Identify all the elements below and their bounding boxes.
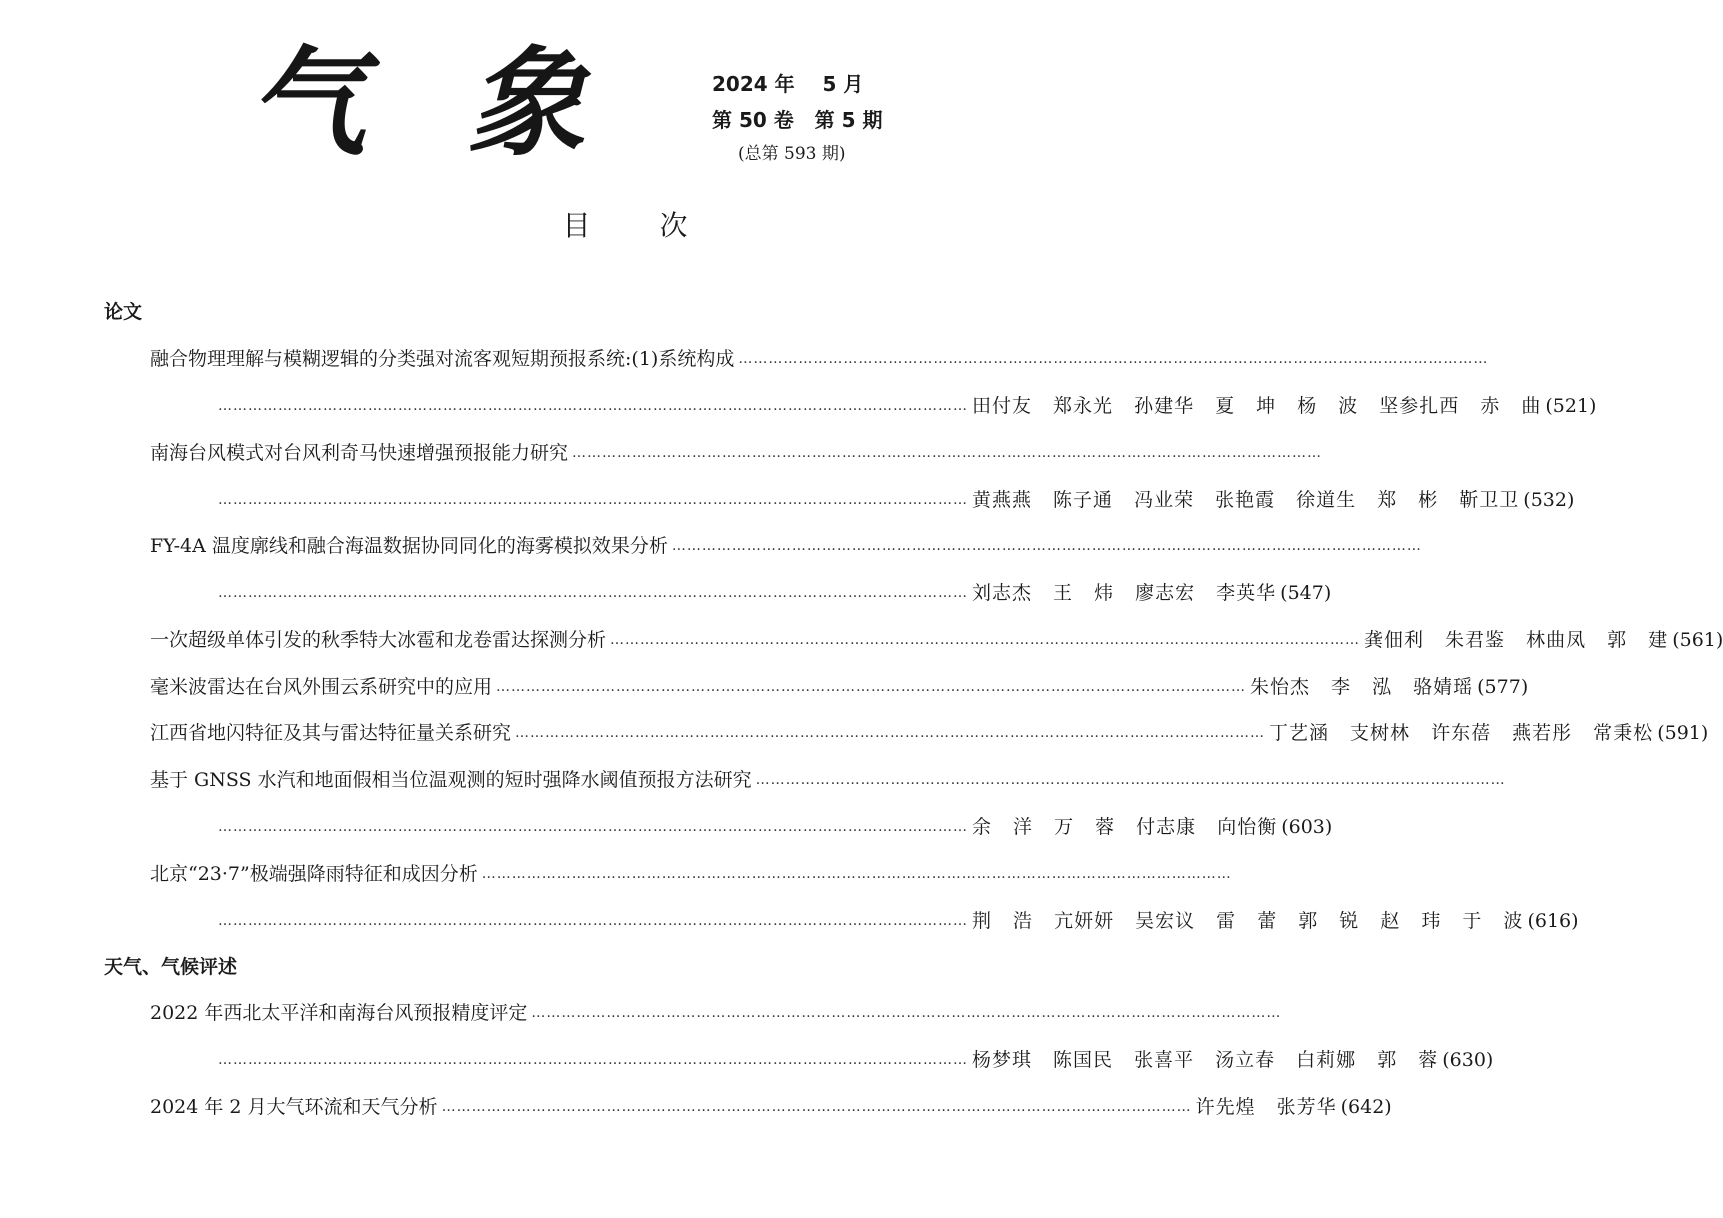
toc-entry[interactable] — [150, 625, 1723, 655]
dot-leader: …………………………………………………………………………………………………………………………………… — [755, 772, 1506, 788]
article-title: 毫米波雷达在台风外围云系研究中的应用 — [150, 676, 493, 698]
article-authors: 刘志杰 王 炜 廖志宏 李英华 — [972, 582, 1277, 604]
page-number: (630) — [1442, 1049, 1494, 1071]
toc-entry-authors — [214, 812, 1333, 842]
dot-leader: …………………………………………………………………………………………………………………………………… — [218, 585, 968, 601]
article-title: FY-4A 温度廓线和融合海温数据协同同化的海雾模拟效果分析 — [150, 535, 668, 557]
toc-entry-authors — [214, 578, 1332, 608]
page-number: (603) — [1281, 816, 1333, 838]
dot-leader: …………………………………………………………………………………………………………………………………… — [671, 538, 1422, 554]
article-authors: 余 洋 万 蓉 付志康 向怡衡 — [972, 816, 1278, 838]
toc-entry[interactable] — [150, 718, 1709, 748]
toc-heading: 目 次 — [562, 209, 718, 242]
volume-issue: 第 50 卷 第 5 期 — [712, 108, 883, 132]
dot-leader: …………………………………………………………………………………………………………………………………… — [218, 398, 968, 414]
dot-leader: …………………………………………………………………………………………………………………………………… — [610, 632, 1361, 648]
masthead — [0, 0, 1280, 260]
toc-entry-authors — [214, 485, 1575, 515]
toc-entry[interactable] — [150, 1092, 1392, 1122]
issue-info — [712, 66, 912, 170]
page-number: (561) — [1672, 629, 1723, 651]
toc-entry-authors — [214, 391, 1597, 421]
article-authors: 荆 浩 亢妍妍 吴宏议 雷 蕾 郭 锐 赵 玮 于 波 — [972, 910, 1524, 932]
toc-entry-title[interactable] — [150, 531, 1422, 561]
article-title: 江西省地闪特征及其与雷达特征量关系研究 — [150, 722, 512, 744]
dot-leader: …………………………………………………………………………………………………………………………………… — [218, 492, 968, 508]
dot-leader: …………………………………………………………………………………………………………………………………… — [218, 913, 968, 929]
toc-entry[interactable] — [150, 672, 1529, 702]
dot-leader: …………………………………………………………………………………………………………………………………… — [531, 1005, 1282, 1021]
article-title: 一次超级单体引发的秋季特大冰雹和龙卷雷达探测分析 — [150, 629, 607, 651]
article-title: 2024 年 2 月大气环流和天气分析 — [150, 1096, 438, 1118]
article-authors: 许先煌 张芳华 — [1195, 1096, 1337, 1118]
article-authors: 龚佃利 朱君鉴 林曲凤 郭 建 — [1364, 629, 1669, 651]
dot-leader: …………………………………………………………………………………………………………………………………… — [481, 866, 1232, 882]
dot-leader: …………………………………………………………………………………………………………………………………… — [218, 819, 968, 835]
dot-leader: …………………………………………………………………………………………………………………………………… — [572, 445, 1323, 461]
toc-entry-title[interactable] — [150, 859, 1232, 889]
page-number: (591) — [1657, 722, 1709, 744]
toc-entry-authors — [214, 1045, 1494, 1075]
toc-entry-authors — [214, 906, 1579, 936]
article-authors: 丁艺涵 支树林 许东蓓 燕若彤 常秉松 — [1269, 722, 1654, 744]
dot-leader: …………………………………………………………………………………………………………………………………… — [496, 679, 1247, 695]
article-title: 2022 年西北太平洋和南海台风预报精度评定 — [150, 1002, 528, 1024]
journal-title: 气 象 — [248, 33, 616, 172]
total-issue: (总第 593 期) — [738, 144, 846, 164]
page-number: (616) — [1527, 910, 1579, 932]
article-authors: 杨梦琪 陈国民 张喜平 汤立春 白莉娜 郭 蓉 — [972, 1049, 1439, 1071]
page-number: (532) — [1523, 489, 1575, 511]
section-heading-papers: 论文 — [104, 301, 143, 323]
page-number: (642) — [1340, 1096, 1392, 1118]
dot-leader: …………………………………………………………………………………………………………………………………… — [218, 1052, 968, 1068]
toc-entry-title[interactable] — [150, 765, 1506, 795]
dot-leader: …………………………………………………………………………………………………………………………………… — [441, 1099, 1192, 1115]
article-title: 基于 GNSS 水汽和地面假相当位温观测的短时强降水阈值预报方法研究 — [150, 769, 752, 791]
article-title: 南海台风模式对台风利奇马快速增强预报能力研究 — [150, 442, 569, 464]
dot-leader: …………………………………………………………………………………………………………………………………… — [738, 351, 1489, 367]
article-authors: 朱怡杰 李 泓 骆婧瑶 — [1250, 676, 1474, 698]
page-number: (577) — [1477, 676, 1529, 698]
article-title: 融合物理理解与模糊逻辑的分类强对流客观短期预报系统:(1)系统构成 — [150, 348, 735, 370]
article-title: 北京“23·7”极端强降雨特征和成因分析 — [150, 863, 478, 885]
toc-entry-title[interactable] — [150, 344, 1489, 374]
issue-date: 2024 年 5 月 — [712, 72, 864, 96]
section-heading-reviews: 天气、气候评述 — [104, 956, 238, 978]
toc-entry-title[interactable] — [150, 438, 1323, 468]
page-number: (521) — [1545, 395, 1597, 417]
dot-leader: …………………………………………………………………………………………………………………………………… — [515, 725, 1266, 741]
article-authors: 田付友 郑永光 孙建华 夏 坤 杨 波 坚参扎西 赤 曲 — [972, 395, 1542, 417]
toc-entry-title[interactable] — [150, 998, 1282, 1028]
article-authors: 黄燕燕 陈子通 冯业荣 张艳霞 徐道生 郑 彬 靳卫卫 — [972, 489, 1520, 511]
page-number: (547) — [1280, 582, 1332, 604]
